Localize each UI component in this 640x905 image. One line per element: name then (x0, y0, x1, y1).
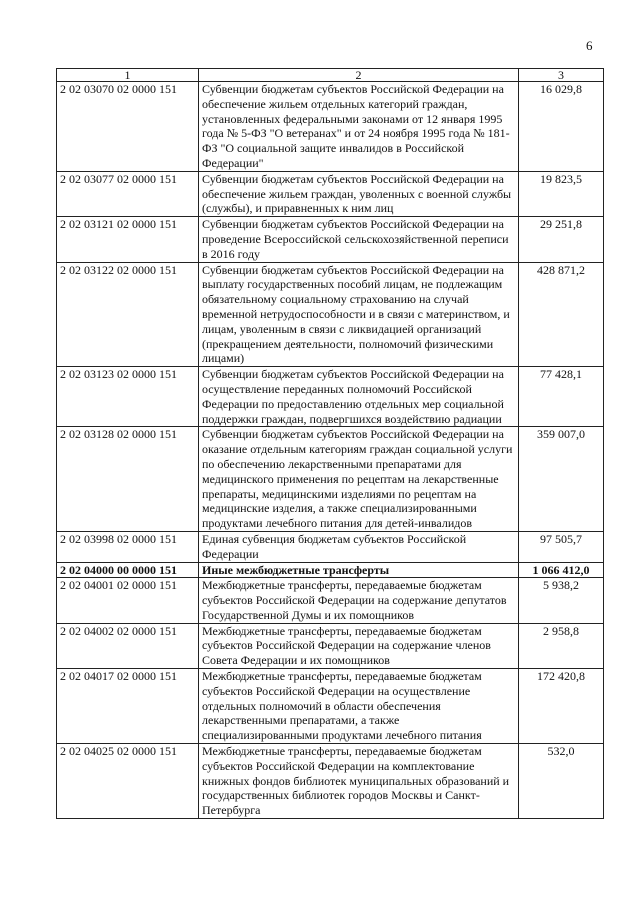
table-row (57, 217, 604, 262)
row-code: 2 02 03998 02 0000 151 (57, 531, 199, 562)
table-row (57, 171, 604, 216)
row-code: 2 02 04025 02 0000 151 (57, 744, 199, 819)
row-name: Единая субвенция бюджетам субъектов Российской Федерации (199, 531, 519, 562)
row-name: Межбюджетные трансферты, передаваемые бюджетам субъектов Российской Федерации на содержание членов Совета Федерации и их помощников (199, 623, 519, 668)
table-row (57, 367, 604, 427)
row-sum: 1 066 412,0 (519, 562, 604, 578)
table-row (57, 744, 604, 819)
row-sum: 359 007,0 (519, 427, 604, 532)
row-code: 2 02 03121 02 0000 151 (57, 217, 199, 262)
row-sum: 2 958,8 (519, 623, 604, 668)
row-name: Субвенции бюджетам субъектов Российской Федерации на обеспечение жильем граждан, уволенных с военной службы (службы), и приравненных к ним лиц (199, 171, 519, 216)
row-code: 2 02 03122 02 0000 151 (57, 262, 199, 367)
row-sum: 19 823,5 (519, 171, 604, 216)
table-row (57, 262, 604, 367)
row-code: 2 02 03128 02 0000 151 (57, 427, 199, 532)
table-body (57, 82, 604, 819)
row-code: 2 02 04000 00 0000 151 (57, 562, 199, 578)
column-header-sum: 3 (519, 69, 604, 82)
row-name: Субвенции бюджетам субъектов Российской Федерации на выплату государственных пособий лицам, не подлежащим обязательному социальному страхованию на случай временной нетрудоспособности и в связи с материнством, и лицам, уволенным в связи с ликвидацией организаций (прекращением деятельности, полномочий физическими лицами) (199, 262, 519, 367)
budget-revenue-table (56, 68, 604, 819)
row-name: Межбюджетные трансферты, передаваемые бюджетам субъектов Российской Федерации на осуществление отдельных полномочий в области обеспечения лекарственными препаратами, а также специализированными продуктами лечебного питания (199, 669, 519, 744)
row-code: 2 02 04001 02 0000 151 (57, 578, 199, 623)
row-name: Субвенции бюджетам субъектов Российской Федерации на осуществление переданных полномочий Российской Федерации по предоставлению отдельных мер социальной поддержки граждан, подвергшихся воздействию радиации (199, 367, 519, 427)
row-name: Субвенции бюджетам субъектов Российской Федерации на проведение Всероссийской сельскохозяйственной переписи в 2016 году (199, 217, 519, 262)
row-code: 2 02 04017 02 0000 151 (57, 669, 199, 744)
row-name: Субвенции бюджетам субъектов Российской Федерации на обеспечение жильем отдельных категорий граждан, установленных федеральными законами от 12 января 1995 года № 5-ФЗ "О ветеранах" и от 24 ноября 1995 года № 181-ФЗ "О социальной защите инвалидов в Российской Федерации" (199, 82, 519, 172)
row-sum: 16 029,8 (519, 82, 604, 172)
row-sum: 428 871,2 (519, 262, 604, 367)
table-row (57, 669, 604, 744)
table-row (57, 531, 604, 562)
row-sum: 5 938,2 (519, 578, 604, 623)
row-code: 2 02 03123 02 0000 151 (57, 367, 199, 427)
table-row (57, 427, 604, 532)
column-header-code: 1 (57, 69, 199, 82)
table-row (57, 82, 604, 172)
row-name: Межбюджетные трансферты, передаваемые бюджетам субъектов Российской Федерации на содержание депутатов Государственной Думы и их помощников (199, 578, 519, 623)
row-code: 2 02 03070 02 0000 151 (57, 82, 199, 172)
row-code: 2 02 03077 02 0000 151 (57, 171, 199, 216)
row-sum: 97 505,7 (519, 531, 604, 562)
table-row (57, 578, 604, 623)
row-sum: 172 420,8 (519, 669, 604, 744)
page-number: 6 (586, 38, 593, 53)
row-name: Межбюджетные трансферты, передаваемые бюджетам субъектов Российской Федерации на комплектование книжных фондов библиотек муниципальных образований и государственных библиотек городов Москвы и Санкт-Петербурга (199, 744, 519, 819)
row-sum: 29 251,8 (519, 217, 604, 262)
table-header-row (57, 69, 604, 82)
row-sum: 77 428,1 (519, 367, 604, 427)
table-row (57, 623, 604, 668)
row-code: 2 02 04002 02 0000 151 (57, 623, 199, 668)
row-name: Иные межбюджетные трансферты (199, 562, 519, 578)
row-sum: 532,0 (519, 744, 604, 819)
table-row (57, 562, 604, 578)
column-header-name: 2 (199, 69, 519, 82)
row-name: Субвенции бюджетам субъектов Российской Федерации на оказание отдельным категориям граждан социальной услуги по обеспечению лекарственными препаратами для медицинского применения по рецептам на лекарственные препараты, медицинскими изделиями по рецептам на медицинские изделия, а также специализированными продуктами лечебного питания для детей-инвалидов (199, 427, 519, 532)
